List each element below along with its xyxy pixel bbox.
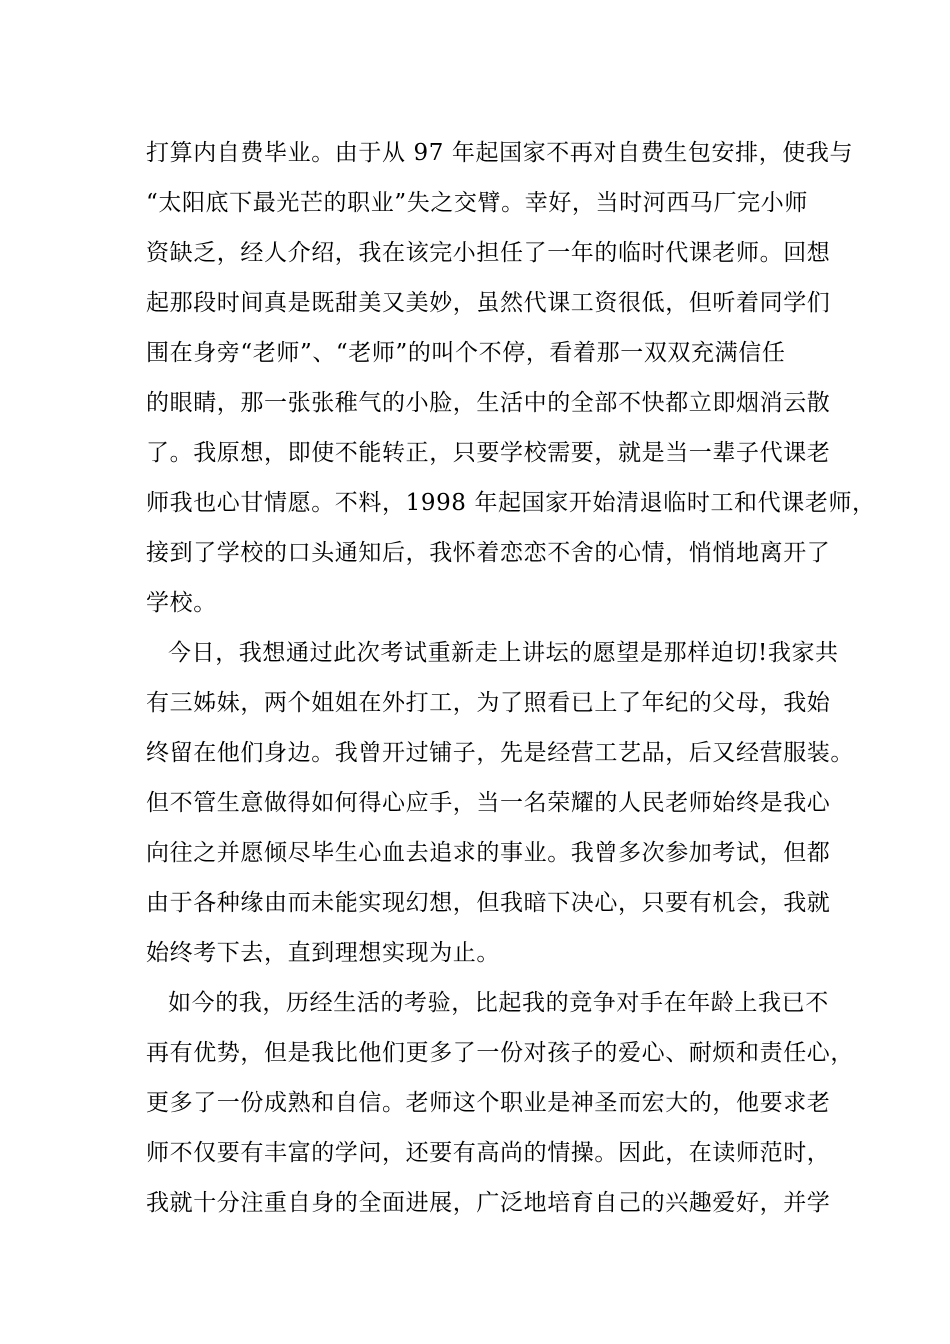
text-line: 有三姊妹，两个姐姐在外打工，为了照看已上了年纪的父母，我始 <box>146 690 831 716</box>
document-body <box>146 128 876 1228</box>
text-line: 我就十分注重自身的全面进展，广泛地培育自己的兴趣爱好，并学 <box>146 1190 831 1216</box>
text-line: “太阳底下最光芒的职业”失之交臂。幸好，当时河西马厂完小师 <box>146 190 808 216</box>
text-line: 更多了一份成熟和自信。老师这个职业是神圣而宏大的，他要求老 <box>146 1090 831 1116</box>
text-line: 资缺乏，经人介绍，我在该完小担任了一年的临时代课老师。回想 <box>146 240 831 266</box>
text-line: 今日，我想通过此次考试重新走上讲坛的愿望是那样迫切!我家共 <box>168 640 839 666</box>
text-line: 学校。 <box>146 590 217 616</box>
text-line: 如今的我，历经生活的考验，比起我的竞争对手在年龄上我已不 <box>168 990 829 1016</box>
text-line: 向往之并愿倾尽毕生心血去追求的事业。我曾多次参加考试，但都 <box>146 840 831 866</box>
text-line: 围在身旁“老师”、“老师”的叫个不停，看着那一双双充满信任 <box>146 340 786 366</box>
text-line: 的眼睛，那一张张稚气的小脸，生活中的全部不快都立即烟消云散 <box>146 390 831 416</box>
text-line: 终留在他们身边。我曾开过铺子，先是经营工艺品，后又经营服装。 <box>146 740 854 766</box>
text-line: 但不管生意做得如何得心应手，当一名荣耀的人民老师始终是我心 <box>146 790 831 816</box>
text-line: 师不仅要有丰富的学问，还要有高尚的情操。因此，在读师范时， <box>146 1140 831 1166</box>
text-line: 了。我原想，即使不能转正，只要学校需要，就是当一辈子代课老 <box>146 440 831 466</box>
text-line: 再有优势，但是我比他们更多了一份对孩子的爱心、耐烦和责任心， <box>146 1040 854 1066</box>
text-line: 接到了学校的口头通知后，我怀着恋恋不舍的心情，悄悄地离开了 <box>146 540 831 566</box>
text-line: 打算内自费毕业。由于从 97 年起国家不再对自费生包安排，使我与 <box>146 140 854 166</box>
text-line: 起那段时间真是既甜美又美妙，虽然代课工资很低，但听着同学们 <box>146 290 831 316</box>
text-line: 由于各种缘由而未能实现幻想，但我暗下决心，只要有机会，我就 <box>146 890 831 916</box>
text-line: 始终考下去，直到理想实现为止。 <box>146 940 500 966</box>
text-line: 师我也心甘情愿。不料，1998 年起国家开始清退临时工和代课老师， <box>146 490 876 516</box>
